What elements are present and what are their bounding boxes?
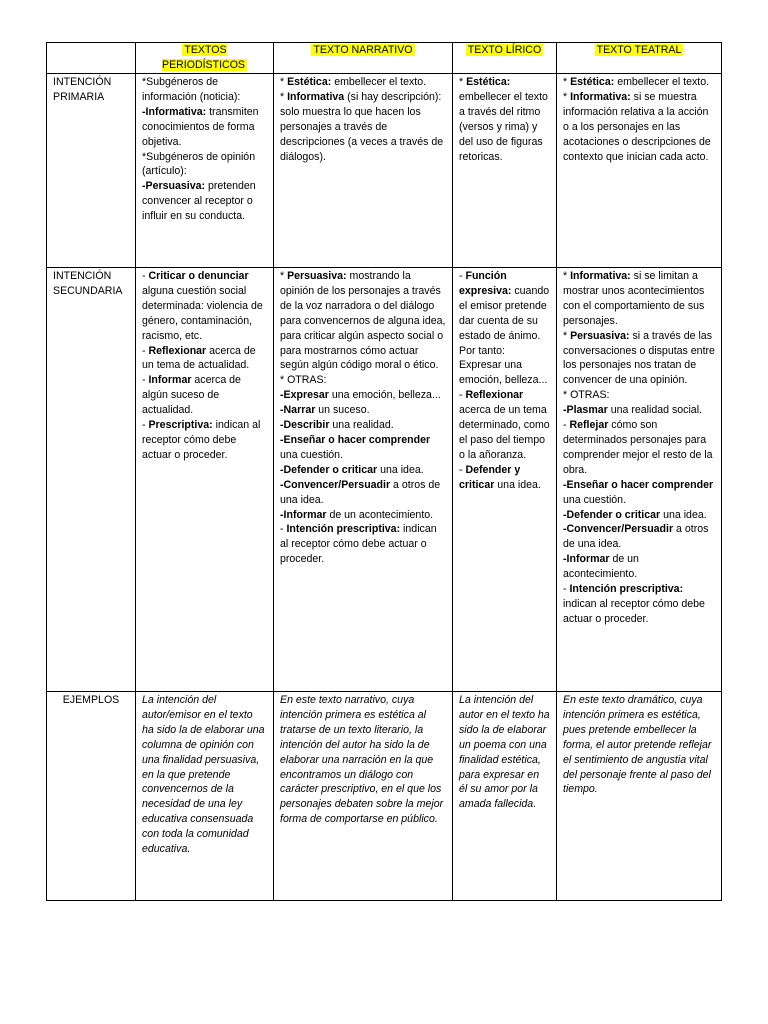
header-row <box>47 43 722 74</box>
bold-term: -Persuasiva: <box>142 180 206 193</box>
bold-term: Defender y criticar <box>459 463 521 491</box>
bold-term: Informativa: <box>570 90 631 103</box>
example-narrativo: En este texto narrativo, cuya intención primera es estética al tratarse de un texto literario, la intención del autor ha sido la de elaborar una narración en la que encontramos un diálogo con carácter prescriptivo, en el que los personajes debaten sobre la mejor forma de comportarse en público. <box>274 692 453 901</box>
cell-line <box>459 75 550 164</box>
cell-primaria-periodisticos <box>136 74 274 268</box>
cell-primaria-lirico <box>453 74 557 268</box>
bold-term: Criticar o denunciar <box>148 270 249 282</box>
cell-line <box>563 478 715 508</box>
bold-term: -Describir <box>280 419 330 432</box>
cell-line <box>280 90 446 165</box>
line-text: - <box>142 270 149 282</box>
bold-term: Informar <box>148 374 192 387</box>
cell-line <box>563 269 715 329</box>
bold-term: -Informativa: <box>142 105 207 118</box>
cell-line <box>142 105 267 150</box>
cell-secundaria-lirico <box>453 268 557 692</box>
line-text: una realidad. <box>329 419 394 432</box>
bold-term: -Informar <box>563 553 610 566</box>
cell-secundaria-teatral <box>557 268 722 692</box>
col-header-lirico: TEXTO LÍRICO <box>453 43 557 74</box>
bold-term: -Expresar <box>280 389 329 402</box>
line-text: embellecer el texto. <box>331 76 427 88</box>
line-text: de un acontecimiento. <box>326 508 434 521</box>
cell-line <box>459 269 550 388</box>
bold-term: Prescriptiva: <box>148 419 213 432</box>
line-text: cómo son determinados personajes para comprender mejor el resto de la obra. <box>563 419 713 476</box>
bold-term: Persuasiva: <box>570 329 630 342</box>
line-text: embellecer el texto. <box>614 76 710 88</box>
line-text: pretenden convencer al receptor o influir en su conducta. <box>142 180 256 223</box>
line-text: una cuestión. <box>563 493 627 506</box>
line-text: cuando el emisor pretende dar cuenta de su estado de ánimo. Por tanto: Expresar una emoción, belleza... <box>459 284 550 387</box>
bold-term: Función expresiva: <box>459 270 512 297</box>
row-intencion-primaria <box>47 74 722 268</box>
example-periodisticos: La intención del autor/emisor en el texto ha sido la de elaborar una columna de opinión con una finalidad persuasiva, en la que pretende convencernos de la necesidad de una ley educativa consensuada con toda la comunidad educativa. <box>136 692 274 901</box>
cell-line <box>563 388 715 403</box>
cell-line <box>563 90 715 165</box>
line-text: * <box>563 90 571 103</box>
row-label-secundaria: INTENCIÓN SECUNDARIA <box>47 268 136 692</box>
row-ejemplos <box>47 692 722 901</box>
cell-line <box>563 508 715 523</box>
line-text: de un acontecimiento. <box>563 553 639 581</box>
bold-term: Reflexionar <box>148 344 207 357</box>
col-header-narrativo: TEXTO NARRATIVO <box>274 43 453 74</box>
line-text: una idea. <box>494 478 541 491</box>
corner-cell <box>47 43 136 74</box>
col-header-periodisticos: TEXTOS PERIODÍSTICOS <box>136 43 274 74</box>
cell-line <box>142 150 267 180</box>
line-text: si a través de las conversaciones o disputas entre los personajes nos tratan de convencer de una opinión. <box>563 329 715 387</box>
line-text: * <box>280 90 288 103</box>
line-text: * <box>280 76 288 88</box>
line-text: * <box>563 76 571 88</box>
line-text: * <box>563 270 571 282</box>
line-text: - <box>142 344 149 357</box>
cell-line <box>142 269 267 344</box>
line-text: una idea. <box>377 463 424 476</box>
line-text: transmiten conocimientos de forma objetiva. <box>142 105 259 148</box>
bold-term: Intención prescriptiva: <box>286 523 401 536</box>
line-text: una cuestión. <box>280 448 344 461</box>
line-text: a otros de una idea. <box>563 523 709 551</box>
cell-line <box>142 373 267 418</box>
line-text: * OTRAS: <box>563 389 610 402</box>
line-text: - <box>459 389 466 402</box>
line-text: - <box>142 374 149 387</box>
cell-secundaria-narrativo <box>274 268 453 692</box>
cell-line <box>563 582 715 627</box>
line-text: a otros de una idea. <box>280 478 441 506</box>
line-text: una emoción, belleza... <box>328 389 441 402</box>
cell-line <box>280 508 446 523</box>
line-text: (si hay descripción): solo muestra lo que hacen los personajes a través de descripciones (a veces a través de diálogos). <box>280 90 444 163</box>
line-text: indican al receptor cómo debe actuar o proceder. <box>142 419 261 461</box>
cell-line <box>459 463 550 493</box>
line-text: * <box>459 76 467 88</box>
line-text: acerca de algún suceso de actualidad. <box>142 374 241 417</box>
cell-line <box>563 329 715 389</box>
bold-term: Reflexionar <box>465 389 524 402</box>
line-text: una realidad social. <box>607 404 702 417</box>
row-intencion-secundaria <box>47 268 722 692</box>
cell-line <box>280 75 446 90</box>
bold-term: -Informar <box>280 508 327 521</box>
line-text: - <box>142 419 149 432</box>
cell-line <box>142 344 267 374</box>
bold-term: -Narrar <box>280 404 316 417</box>
cell-line <box>563 75 715 90</box>
bold-term: -Defender o criticar <box>563 508 661 521</box>
cell-line <box>280 418 446 433</box>
line-text: indican al receptor cómo debe actuar o proceder. <box>280 523 437 566</box>
line-text: - <box>459 463 466 476</box>
cell-line <box>280 478 446 508</box>
line-text: un suceso. <box>315 404 370 417</box>
cell-line <box>563 418 715 478</box>
row-label-primaria: INTENCIÓN PRIMARIA <box>47 74 136 268</box>
bold-term: Informativa <box>287 90 345 103</box>
bold-term: Estética: <box>466 76 511 88</box>
cell-line <box>563 522 715 552</box>
cell-primaria-narrativo <box>274 74 453 268</box>
bold-term: Persuasiva: <box>287 270 347 282</box>
cell-line <box>142 418 267 463</box>
bold-term: -Plasmar <box>563 404 608 417</box>
line-text: mostrando la opinión de los personajes a través de la voz narradora o del diálogo para convencernos de alguna idea, para criticar algún aspecto social o para mostrarnos cómo actuar según algún código moral o ético. <box>280 270 446 372</box>
line-text: - <box>563 583 570 596</box>
cell-line <box>280 433 446 463</box>
bold-term: Reflejar <box>569 419 609 432</box>
example-teatral: En este texto dramático, cuya intención primera es estética, pues pretende embellecer la forma, el autor pretende reflejar el sentimiento de angustia vital del personaje frente al paso del tiempo. <box>557 692 722 901</box>
line-text: una idea. <box>660 508 707 521</box>
line-text: - <box>563 419 570 432</box>
cell-line <box>280 403 446 418</box>
cell-line <box>563 552 715 582</box>
col-header-teatral: TEXTO TEATRAL <box>557 43 722 74</box>
bold-term: -Convencer/Persuadir <box>563 523 674 536</box>
example-lirico: La intención del autor en el texto ha sido la de elaborar un poema con una finalidad estética, para expresar en él su amor por la amada fallecida. <box>453 692 557 901</box>
line-text: si se muestra información relativa a la acción o a los personajes en las acotaciones o descripciones de contexto que inician cada acto. <box>563 90 711 163</box>
line-text: si se limitan a mostrar unos acontecimientos con el comportamiento de sus personajes. <box>563 270 705 327</box>
line-text: indican al receptor cómo debe actuar o proceder. <box>563 597 705 625</box>
bold-term: Estética: <box>287 76 332 88</box>
bold-term: Intención prescriptiva: <box>569 583 684 596</box>
bold-term: -Convencer/Persuadir <box>280 478 391 491</box>
line-text: * OTRAS: <box>280 374 327 387</box>
line-text: embellecer el texto a través del ritmo (versos y rima) y del uso de figuras retoricas. <box>459 90 548 163</box>
line-text: *Subgéneros de información (noticia): <box>142 76 241 103</box>
bold-term: Estética: <box>570 76 615 88</box>
line-text: *Subgéneros de opinión (artículo): <box>142 150 256 178</box>
line-text: acerca de un tema de actualidad. <box>142 344 256 372</box>
cell-line <box>142 75 267 105</box>
line-text: - <box>280 523 287 536</box>
cell-secundaria-periodisticos <box>136 268 274 692</box>
cell-line <box>142 179 267 224</box>
line-text: * <box>563 329 571 342</box>
cell-line <box>280 388 446 403</box>
row-label-ejemplos: EJEMPLOS <box>47 692 136 901</box>
cell-line <box>459 388 550 463</box>
cell-line <box>280 269 446 373</box>
line-text: - <box>459 270 466 282</box>
line-text: acerca de un tema determinado, como el paso del tiempo o la añoranza. <box>459 404 550 461</box>
cell-line <box>280 522 446 567</box>
bold-term: -Enseñar o hacer comprender <box>280 433 431 446</box>
cell-line <box>280 373 446 388</box>
line-text: alguna cuestión social determinada: violencia de género, contaminación, racismo, etc. <box>142 284 263 342</box>
line-text: * <box>280 270 288 282</box>
cell-primaria-teatral <box>557 74 722 268</box>
cell-line <box>280 463 446 478</box>
cell-line <box>563 403 715 418</box>
bold-term: Informativa: <box>570 270 631 282</box>
bold-term: -Defender o criticar <box>280 463 378 476</box>
bold-term: -Enseñar o hacer comprender <box>563 478 714 491</box>
comparison-table <box>46 42 722 901</box>
